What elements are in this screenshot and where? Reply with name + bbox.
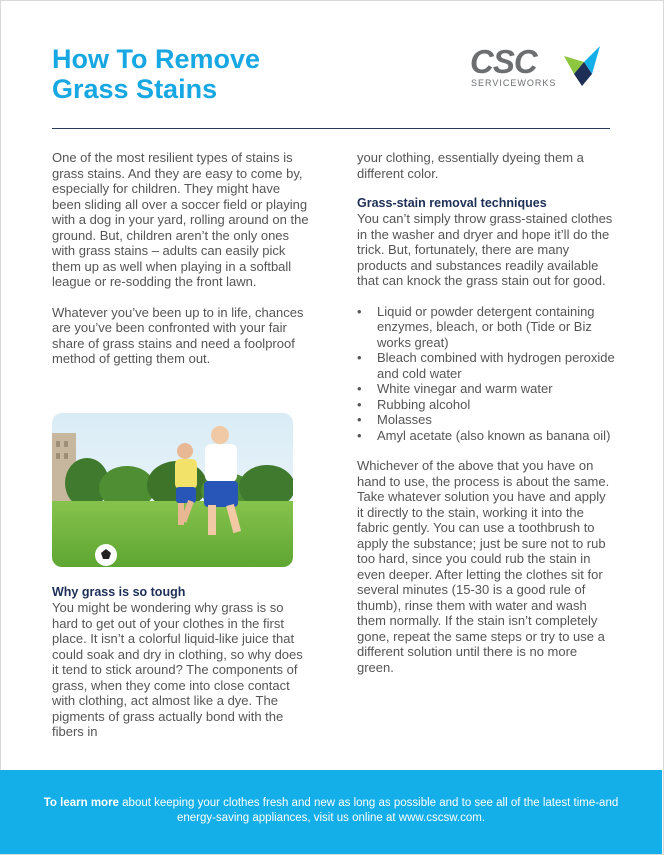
why-grass-paragraph: You might be wondering why grass is so hard to get out of your clothes in the first place. It isn’t a colorful liquid-like juice that could soak and dry in clothing, so why does it tend to stick around? The components of grass, when they come into close contact with clothing, act almost like a dye. The pigments of grass actually bond with the fibers in bbox=[52, 600, 303, 739]
csc-serviceworks-logo bbox=[470, 44, 610, 92]
title-line-1: How To Remove bbox=[52, 44, 261, 74]
footer-body: about keeping your clothes fresh and new as long as possible and to see all of the latest time-and energy-saving appliances, visit us online at www.cscsw.com. bbox=[118, 797, 619, 824]
why-grass-heading: Why grass is so tough bbox=[52, 585, 186, 599]
page-title bbox=[52, 44, 382, 104]
footer-bold-lead: To learn more bbox=[43, 797, 119, 809]
footer-banner bbox=[0, 770, 662, 854]
removal-techniques-heading: Grass-stain removal techniques bbox=[357, 196, 547, 210]
left-column-bottom bbox=[52, 585, 310, 740]
intro-paragraph: One of the most resilient types of stains is grass stains. And they are easy to come by, especially for children. They might have been sliding all over a soccer field or playing with a dog in your yard, rolling around on the ground. But, children aren’t the only ones with grass stains – adults can easily pick them up as well when playing in a softball league or re-sodding the front lawn. bbox=[52, 150, 309, 289]
continued-paragraph: your clothing, essentially dyeing them a different color. bbox=[357, 150, 584, 181]
list-item: • Molasses bbox=[357, 412, 615, 428]
header-divider bbox=[52, 128, 610, 129]
removal-intro-paragraph: You can’t simply throw grass-stained clothes in the washer and dryer and hope it’ll do the trick. But, fortunately, there are many products and substances readily available that can knock the grass stain out for good. bbox=[357, 211, 613, 288]
remedies-list bbox=[357, 304, 615, 444]
logo-subtext: SERVICEWORKS bbox=[471, 78, 557, 88]
footer-text bbox=[40, 796, 622, 826]
process-paragraph: Whichever of the above that you have on hand to use, the process is about the same. Take whatever solution you have and apply it directly to the stain, working it into the fabric gently. You can use a toothbrush to apply the substance; just be sure not to rub too hard, since you could rub the stain in even deeper. After letting the clothes sit for several minutes (15-30 is a good rule of thumb), rinse them with water and wash them normally. If the stain isn’t completely gone, repeat the same steps or try to use a different solution until there is no more green. bbox=[357, 458, 610, 675]
list-item: • Rubbing alcohol bbox=[357, 397, 615, 413]
list-item: • Amyl acetate (also known as banana oil) bbox=[357, 428, 615, 444]
title-line-2: Grass Stains bbox=[52, 74, 218, 104]
father-son-soccer-photo bbox=[52, 413, 293, 567]
list-item: • Liquid or powder detergent containing enzymes, bleach, or both (Tide or Biz works great) bbox=[357, 304, 615, 351]
logo-text: CSC bbox=[470, 43, 537, 80]
logo-mark-icon bbox=[562, 44, 606, 88]
list-item: • White vinegar and warm water bbox=[357, 381, 615, 397]
left-column bbox=[52, 150, 310, 367]
right-column bbox=[357, 150, 615, 675]
list-item: • Bleach combined with hydrogen peroxide and cold water bbox=[357, 350, 615, 381]
intro-paragraph-2: Whatever you’ve been up to in life, chances are you’ve been confronted with your fair share of grass stains and need a foolproof method of getting them out. bbox=[52, 304, 304, 366]
